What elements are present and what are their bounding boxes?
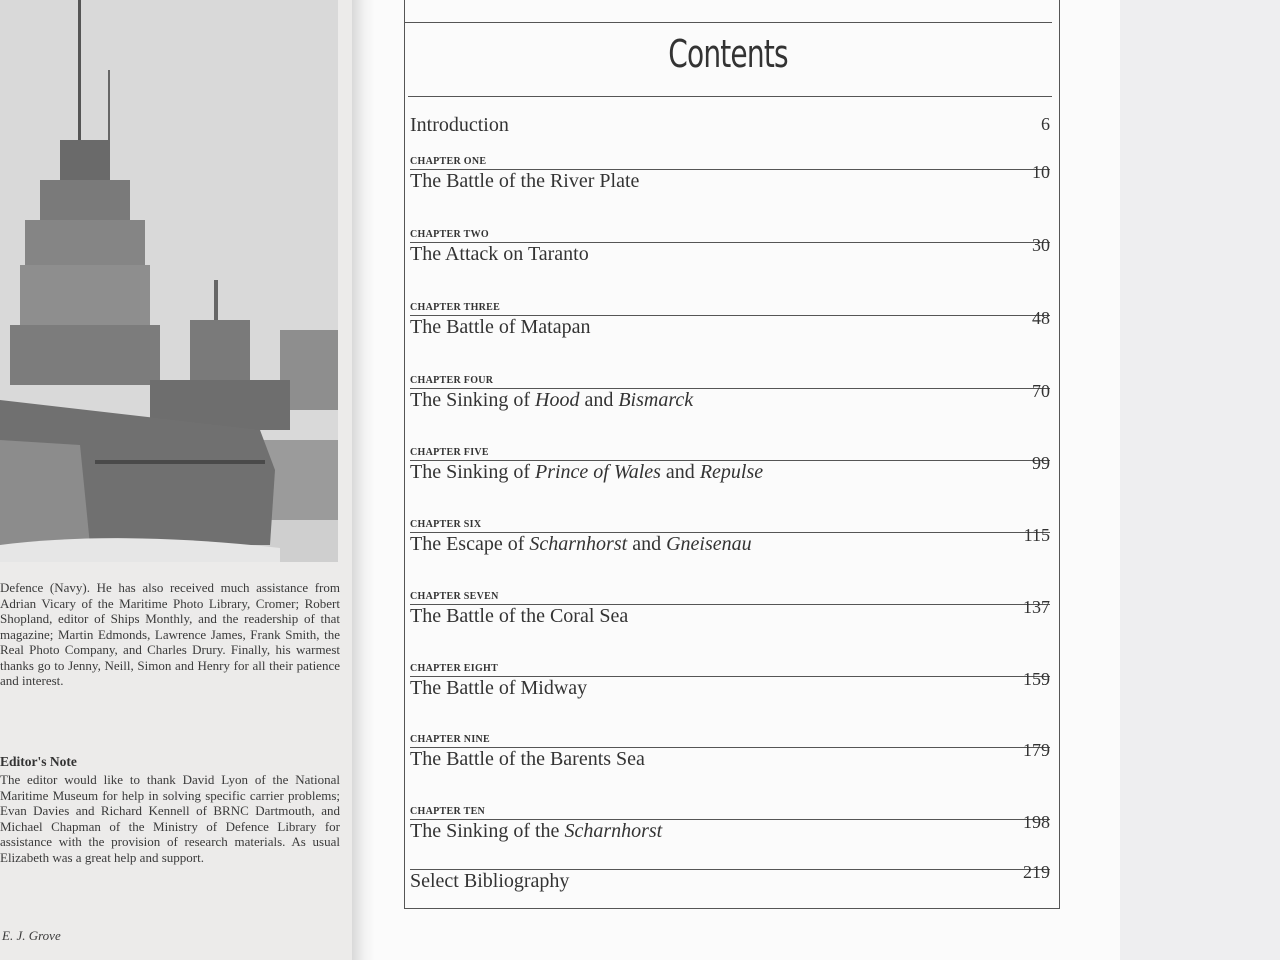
toc-bibliography bbox=[410, 862, 1050, 900]
chapter-page-number: 99 bbox=[1032, 453, 1050, 473]
chapter-rule bbox=[410, 453, 1050, 485]
toc-chapter-entry bbox=[410, 591, 1050, 629]
chapter-page-number: 137 bbox=[1023, 597, 1050, 617]
chapter-page-number: 159 bbox=[1023, 669, 1050, 689]
chapter-label: CHAPTER EIGHT bbox=[410, 663, 499, 674]
signature: E. J. Grove bbox=[2, 928, 61, 943]
toc-chapter-entry bbox=[410, 302, 1050, 340]
chapter-label: CHAPTER FOUR bbox=[410, 375, 494, 386]
toc-chapter-entry bbox=[410, 229, 1050, 267]
page-edge bbox=[1120, 0, 1280, 960]
chapter-title: The Sinking of the Scharnhorst bbox=[410, 820, 663, 842]
chapter-label: CHAPTER NINE bbox=[410, 734, 490, 745]
chapter-label: CHAPTER SEVEN bbox=[410, 591, 499, 602]
title-rule bbox=[408, 96, 1052, 97]
chapter-rule bbox=[410, 235, 1050, 267]
chapter-title: The Escape of Scharnhorst and Gneisenau bbox=[410, 533, 752, 555]
toc-bibliography-page: 219 bbox=[1023, 862, 1050, 882]
page-title: Contents bbox=[668, 32, 788, 76]
chapter-rule bbox=[410, 597, 1050, 629]
toc-chapter-entry bbox=[410, 734, 1050, 772]
chapter-rule bbox=[410, 381, 1050, 413]
chapter-title: The Battle of the Barents Sea bbox=[410, 748, 645, 770]
toc-chapter-entry bbox=[410, 806, 1050, 844]
chapter-label: CHAPTER TWO bbox=[410, 229, 489, 240]
chapter-title: The Battle of Midway bbox=[410, 677, 588, 699]
editors-note-body: The editor would like to thank David Lyon of the National Maritime Museum for help in solving specific carrier problems; Evan Davies and Richard Kennell of BRNC Dartmouth, and Michael Chapman of the Ministry of Defence Library for assistance with the provision of research materials. As usual Elizabeth was a great help and support. bbox=[0, 772, 340, 865]
left-page bbox=[0, 0, 353, 960]
chapter-page-number: 30 bbox=[1032, 235, 1050, 255]
top-rule bbox=[404, 22, 1052, 23]
toc-bibliography-title: Select Bibliography bbox=[410, 870, 570, 892]
chapter-title: The Battle of Matapan bbox=[410, 316, 591, 338]
chapter-page-number: 198 bbox=[1023, 812, 1050, 832]
chapter-page-number: 115 bbox=[1023, 525, 1050, 545]
book-gutter bbox=[352, 0, 374, 960]
chapter-rule bbox=[410, 525, 1050, 557]
chapter-title: The Attack on Taranto bbox=[410, 243, 589, 265]
toc-intro-title: Introduction bbox=[410, 114, 509, 136]
chapter-rule bbox=[410, 669, 1050, 701]
editors-note-heading: Editor's Note bbox=[0, 754, 77, 769]
toc-chapter-entry bbox=[410, 663, 1050, 701]
acknowledgements-text: Defence (Navy). He has also received much assistance from Adrian Vicary of the Maritime Photo Library, Cromer; Robert Shopland, editor of Ships Monthly, and the readership of that magazine; Martin Edmonds, Lawrence James, Frank Smith, the Real Photo Company, and Charles Drury. Finally, his warmest thanks go to Jenny, Neill, Simon and Henry for all their patience and interest. bbox=[0, 580, 340, 688]
chapter-label: CHAPTER FIVE bbox=[410, 447, 489, 458]
chapter-label: CHAPTER SIX bbox=[410, 519, 482, 530]
chapter-page-number: 70 bbox=[1032, 381, 1050, 401]
chapter-title: The Battle of the River Plate bbox=[410, 170, 640, 192]
chapter-page-number: 179 bbox=[1023, 740, 1050, 760]
toc-chapter-entry bbox=[410, 375, 1050, 413]
chapter-rule bbox=[410, 740, 1050, 772]
chapter-title: The Sinking of Prince of Wales and Repulse bbox=[410, 461, 764, 483]
contents-page bbox=[374, 0, 1121, 960]
battleship-photo bbox=[0, 0, 338, 562]
chapter-label: CHAPTER ONE bbox=[410, 156, 487, 167]
chapter-title: The Sinking of Hood and Bismarck bbox=[410, 389, 694, 411]
chapter-rule bbox=[410, 812, 1050, 844]
toc-intro-page: 6 bbox=[1041, 114, 1050, 134]
toc-chapter-entry bbox=[410, 156, 1050, 194]
toc-intro bbox=[410, 114, 1050, 144]
toc-chapter-entry bbox=[410, 447, 1050, 485]
chapter-label: CHAPTER TEN bbox=[410, 806, 486, 817]
chapter-title: The Battle of the Coral Sea bbox=[410, 605, 629, 627]
chapter-page-number: 10 bbox=[1032, 162, 1050, 182]
chapter-label: CHAPTER THREE bbox=[410, 302, 501, 313]
chapter-rule bbox=[410, 162, 1050, 194]
chapter-rule bbox=[410, 308, 1050, 340]
chapter-page-number: 48 bbox=[1032, 308, 1050, 328]
toc-chapter-entry bbox=[410, 519, 1050, 557]
